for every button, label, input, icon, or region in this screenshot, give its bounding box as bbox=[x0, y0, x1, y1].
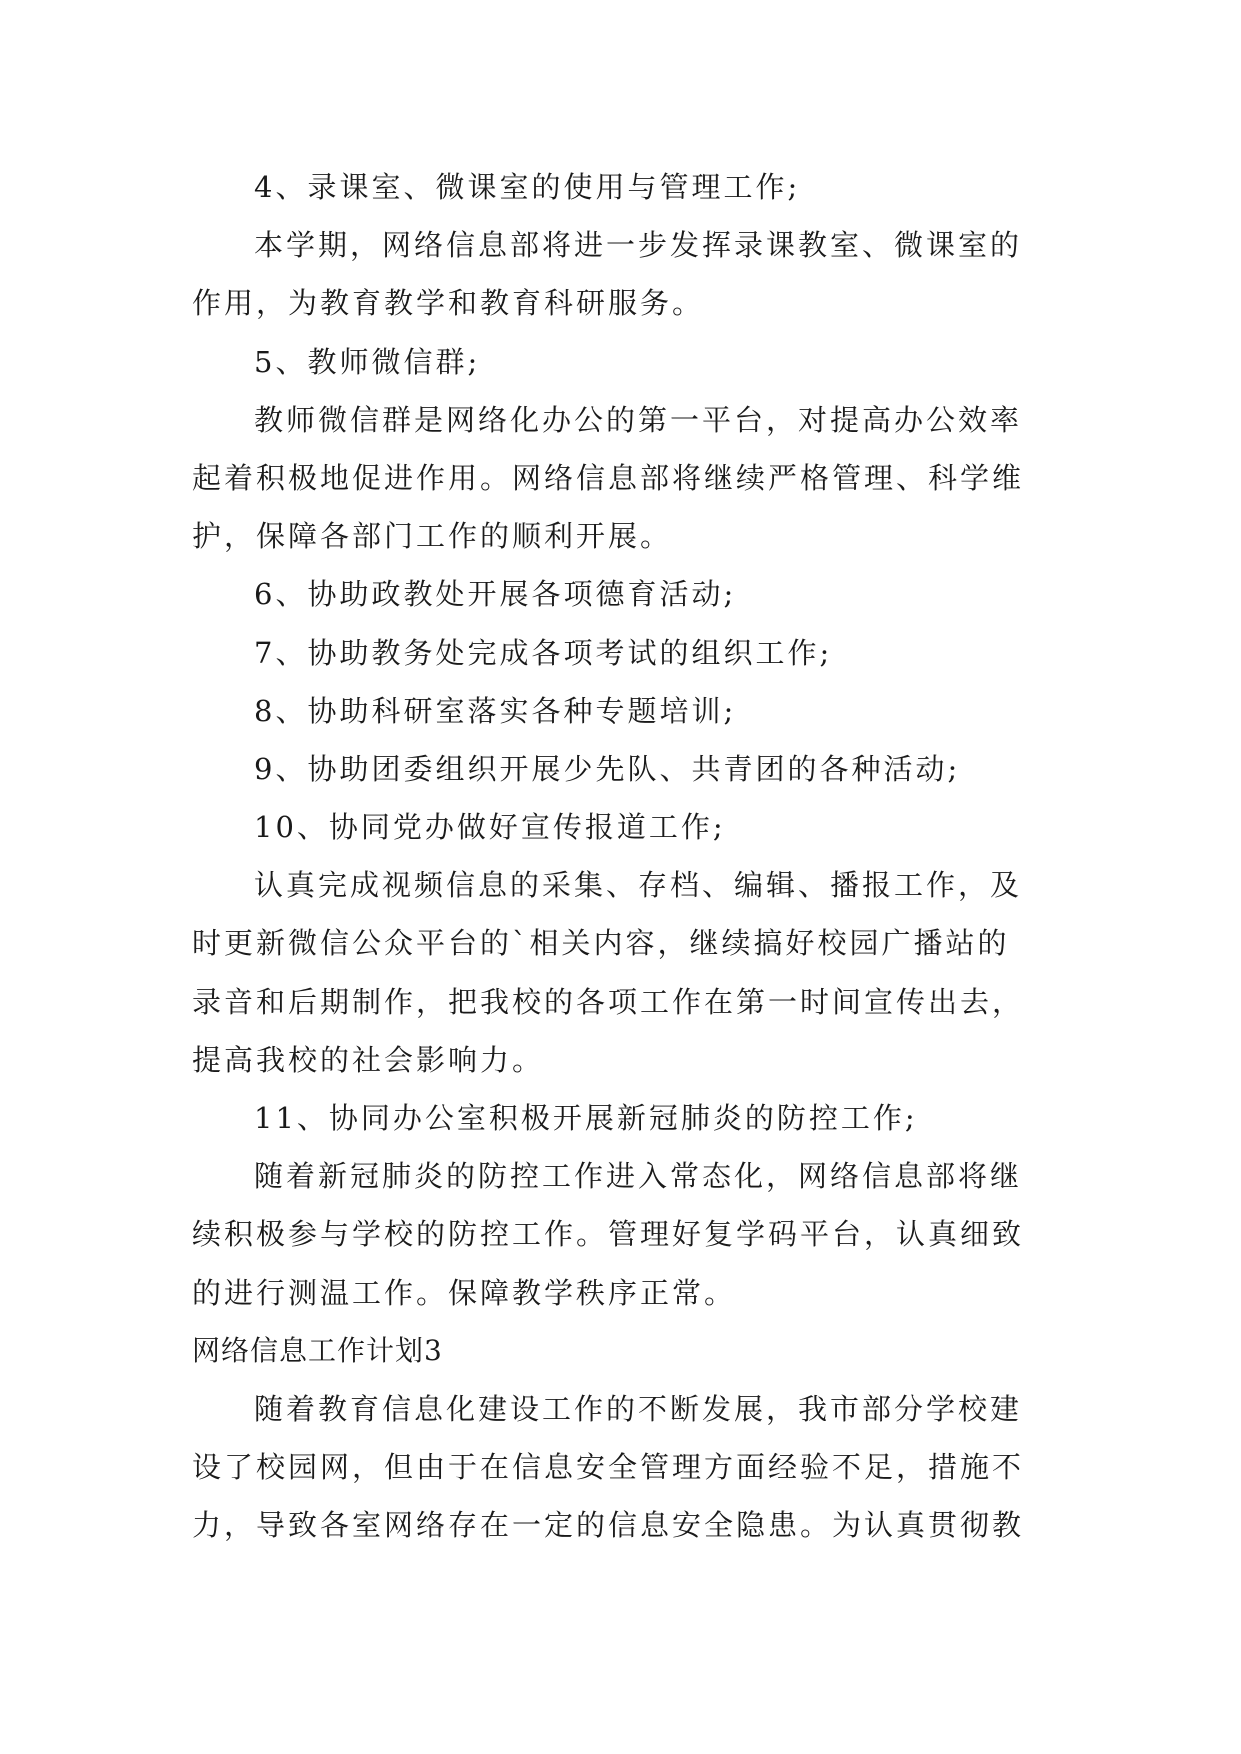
paragraph-line: 起着积极地促进作用。网络信息部将继续严格管理、科学维 bbox=[192, 460, 1025, 495]
paragraph-line: 提高我校的社会影响力。 bbox=[192, 1042, 545, 1077]
paragraph-line: 续积极参与学校的防控工作。管理好复学码平台，认真细致 bbox=[192, 1217, 1025, 1252]
document-body bbox=[192, 158, 1052, 1555]
paragraph-line: 4、录课室、微课室的使用与管理工作; bbox=[254, 170, 801, 204]
paragraph-line: 时更新微信公众平台的`相关内容，继续搞好校园广播站的 bbox=[192, 926, 1010, 961]
paragraph-line: 10、协同党办做好宣传报道工作; bbox=[254, 810, 726, 845]
paragraph-line: 录音和后期制作，把我校的各项工作在第一时间宣传出去， bbox=[192, 984, 1025, 1019]
paragraph-line: 力，导致各室网络存在一定的信息安全隐患。为认真贯彻教 bbox=[192, 1508, 1025, 1543]
paragraph-line: 教师微信群是网络化办公的第一平台，对提高办公效率 bbox=[254, 402, 1023, 437]
paragraph-line: 本学期，网络信息部将进一步发挥录课教室、微课室的 bbox=[254, 228, 1023, 263]
paragraph-line: 5、教师微信群; bbox=[254, 344, 481, 379]
paragraph-line: 护，保障各部门工作的顺利开展。 bbox=[192, 519, 673, 554]
section-heading: 网络信息工作计划3 bbox=[192, 1333, 443, 1367]
paragraph-line: 8、协助科研室落实各种专题培训; bbox=[254, 693, 737, 728]
paragraph-line: 设了校园网，但由于在信息安全管理方面经验不足，措施不 bbox=[192, 1450, 1025, 1485]
paragraph-line: 9、协助团委组织开展少先队、共青团的各种活动; bbox=[254, 751, 961, 786]
paragraph-line: 7、协助教务处完成各项考试的组织工作; bbox=[254, 635, 833, 670]
paragraph-line: 随着新冠肺炎的防控工作进入常态化，网络信息部将继 bbox=[254, 1159, 1023, 1194]
paragraph-line: 认真完成视频信息的采集、存档、编辑、播报工作，及 bbox=[254, 868, 1023, 903]
paragraph-line: 11、协同办公室积极开展新冠肺炎的防控工作; bbox=[254, 1101, 918, 1135]
paragraph-line: 随着教育信息化建设工作的不断发展，我市部分学校建 bbox=[254, 1391, 1023, 1426]
paragraph-line: 的进行测温工作。保障教学秩序正常。 bbox=[192, 1275, 737, 1310]
paragraph-line: 作用，为教育教学和教育科研服务。 bbox=[192, 286, 705, 321]
paragraph-line: 6、协助政教处开展各项德育活动; bbox=[254, 577, 737, 612]
